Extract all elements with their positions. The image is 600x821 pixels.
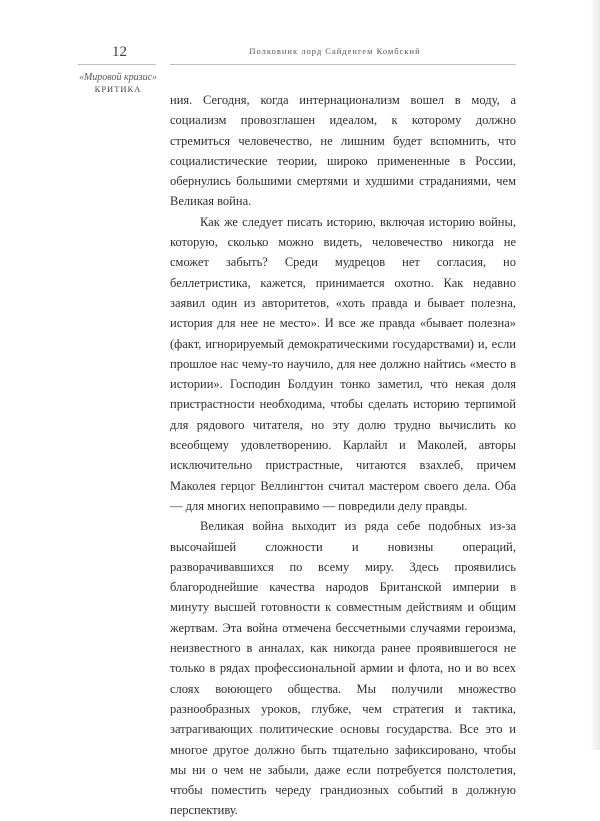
running-head: Полковник лорд Сайденгем Комбский [249, 46, 421, 56]
body-text [170, 90, 516, 821]
paragraph-continuation: ния. Сегодня, когда интернационализм вошел в моду, а социализм провозглашен идеалом, к которому должно стремиться человечество, не лишним будет вспомнить, что социалистические теории, широко примененные в России, обернулись большими смертями и худшими страданиями, чем Великая война. [170, 93, 516, 209]
paragraph: Как же следует писать историю, включая историю войны, которую, сколько можно видеть, человечество никогда не сможет забыть? Среди мудрецов нет согласия, но беллетристика, кажется, принимается охотно. Как недавно заявил один из авторитетов, «хоть правда и бывает полезна, история для нее не место». И все же правда «бывает полезна» (факт, игнорируемый демократическими государствами) и, если прошлое нас чему-то научило, для нее должно найтись «место в истории». Господин Болдуин тонко заметил, что некая доля пристрастности необходима, чтобы сделать историю терпимой для рядового читателя, но эту долю трудно вычислить ко всеобщему удовлетворению. Карлайл и Маколей, авторы исключительно пристрастные, читаются взахлеб, причем Маколея герцог Веллингтон считал мастером своего дела. Оба — для многих непоправимо — повредили делу правды. [170, 214, 516, 513]
page-number: 12 [112, 44, 127, 60]
header-rule-right [170, 64, 516, 65]
page-edge-shadow [590, 0, 600, 750]
header-rule-left [78, 64, 156, 65]
paragraph: Великая война выходит из ряда себе подобных из-за высочайшей сложности и новизны операций, разворачивавшихся по всему миру. Здесь проявились благороднейшие качества народов Британской империи в минуту высшей готовности к совместным действиям и общим жертвам. Эта война отмечена бессчетными случаями героизма, неизвестного в анналах, как никогда ранее проявившегося не только в рядах профессиональной армии и флота, но и во всех слоях воюющего общества. Мы получили множество разнообразных уроков, глубже, чем стратегия и тактика, затрагивающих политические основы государства. Все это и многое другое должно быть тщательно зафиксировано, чтобы мы ни о чем не забыли, даже если потребуется полстолетия, чтобы поместить череду грандиозных событий в должную перспективу. [170, 519, 516, 818]
section-title-caps: КРИТИКА [94, 84, 142, 94]
section-title-italic: «Мировой кризис» [78, 72, 158, 83]
